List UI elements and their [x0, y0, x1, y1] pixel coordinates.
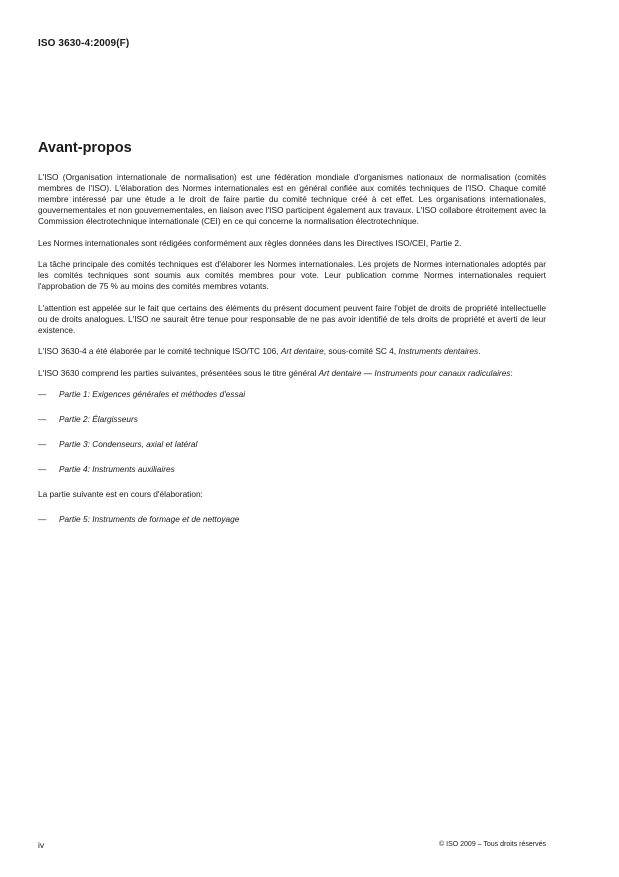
text-run: L'ISO 3630 comprend les parties suivantes, présentées sous le titre général	[38, 367, 319, 378]
text-run: , sous-comité SC 4,	[323, 346, 399, 356]
list-item	[38, 464, 546, 475]
list-item-text: Partie 4: Instruments auxiliaires	[59, 464, 175, 474]
text-run: L'ISO 3630-4 a été élaborée par le comité technique ISO/TC 106,	[38, 346, 281, 356]
paragraph-under-development: La partie suivante est en cours d'élaboration:	[38, 489, 203, 499]
paragraph: L'ISO (Organisation internationale de normalisation) est une fédération mondiale d'organismes nationaux de normalisation (comités membres de l'ISO). L'élaboration des Normes internationales est en général confiée aux comités techniques de l'ISO. Chaque comité membre intéressé par une étude a le droit de faire partie du comité technique créé à cet effet. Les organisations internationales, gouvernementales et non gouvernementales, en liaison avec l'ISO participent également aux travaux. L'ISO collabore étroitement avec la Commission électrotechnique internationale (CEI) en ce qui concerne la normalisation électrotechnique.	[38, 172, 546, 226]
dash-marker: —	[38, 389, 47, 399]
paragraph: L'attention est appelée sur le fait que certains des éléments du présent document peuvent faire l'objet de droits de propriété intellectuelle ou de droits analogues. L'ISO ne saurait être tenue pour responsable de ne pas avoir identifié de tels droits de propriété et averti de leur existence.	[38, 302, 546, 335]
paragraph-parts-intro	[38, 368, 546, 379]
list-item-text: Partie 2: Élargisseurs	[59, 414, 138, 424]
text-run: :	[510, 367, 513, 378]
copyright-notice: © ISO 2009 – Tous droits réservés	[439, 841, 546, 848]
dash-marker: —	[38, 414, 47, 424]
paragraph-committee	[38, 346, 546, 357]
document-id: ISO 3630-4:2009(F)	[38, 38, 130, 49]
subcommittee-title: Instruments dentaires	[398, 346, 479, 356]
list-item	[38, 439, 546, 450]
list-item	[38, 414, 546, 425]
list-item	[38, 514, 546, 525]
list-item-text: Partie 3: Condenseurs, axial et latéral	[59, 439, 198, 449]
dash-marker: —	[38, 514, 47, 524]
page-title: Avant-propos	[38, 140, 132, 156]
committee-title: Art dentaire	[280, 346, 324, 356]
list-item-text: Partie 1: Exigences générales et méthodes d'essai	[59, 389, 246, 399]
dash-marker: —	[38, 439, 47, 449]
paragraph: Les Normes internationales sont rédigées conformément aux règles données dans les Directives ISO/CEI, Partie 2.	[38, 237, 462, 248]
paragraph: La tâche principale des comités techniques est d'élaborer les Normes internationales. Les projets de Normes internationales adoptés par les comités techniques sont soumis aux comités membres pour vote. Leur publication comme Normes internationales requiert l'approbation de 75 % au moins des comités membres votants.	[38, 259, 546, 291]
page-number: iv	[38, 840, 45, 850]
text-run: .	[478, 346, 481, 356]
list-item-text: Partie 5: Instruments de formage et de nettoyage	[59, 514, 240, 524]
dash-marker: —	[38, 464, 47, 474]
foreword-body	[38, 172, 546, 539]
general-title: Art dentaire — Instruments pour canaux radiculaires	[318, 367, 511, 378]
list-item	[38, 389, 546, 400]
